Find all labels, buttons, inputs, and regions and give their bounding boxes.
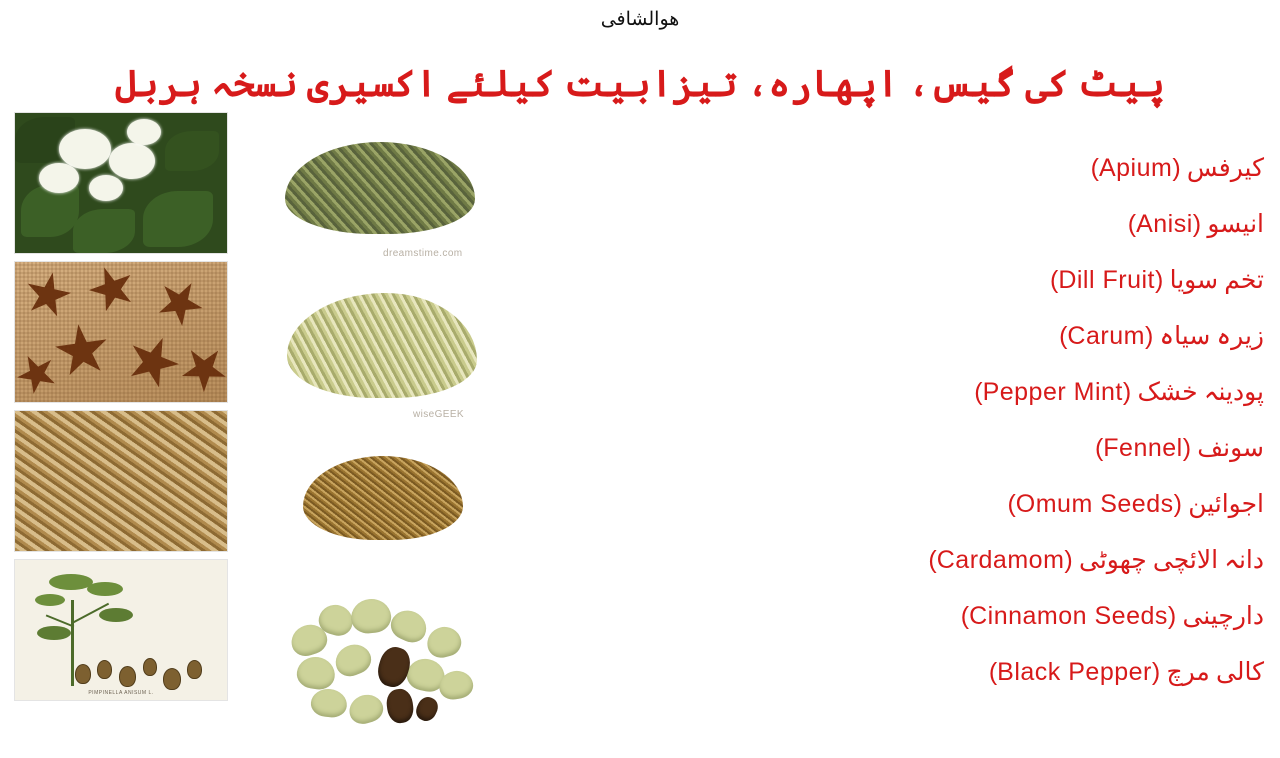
- star-anise-photo: [14, 261, 228, 403]
- ingredient-english: (Omum Seeds): [1007, 490, 1182, 518]
- list-item: [794, 588, 1264, 644]
- omum-seeds-photo: [265, 438, 495, 588]
- ingredient-urdu: پودینہ خشک: [1137, 379, 1264, 406]
- ingredient-english: (Apium): [1090, 154, 1181, 182]
- ingredient-english: (Pepper Mint): [974, 378, 1132, 406]
- ingredient-english: (Fennel): [1094, 434, 1192, 462]
- list-item: [794, 532, 1264, 588]
- left-image-column: [14, 112, 228, 708]
- list-item: [794, 196, 1264, 252]
- ingredient-urdu: کیرفس: [1186, 155, 1264, 182]
- ingredient-english: (Dill Fruit): [1050, 266, 1164, 294]
- page-subtitle: هوالشافی: [600, 9, 680, 30]
- list-item: [794, 420, 1264, 476]
- page-title: پیٹ کی گیس، اپھارہ، تیزابیت کیلئے اکسیری نسخہ ہربل: [115, 64, 1165, 105]
- dill-seeds-photo: [14, 410, 228, 552]
- ingredient-urdu: زیرہ سیاہ: [1159, 323, 1264, 350]
- ingredient-english: (Anisi): [1127, 210, 1202, 238]
- illustration-caption: PIMPINELLA ANISUM L.: [88, 690, 154, 696]
- list-item: [794, 364, 1264, 420]
- list-item: [794, 308, 1264, 364]
- ingredient-urdu: سونف: [1197, 435, 1264, 462]
- ingredient-urdu: دانہ الائچی چھوٹی: [1078, 547, 1264, 574]
- botanical-illustration-photo: [14, 559, 228, 701]
- ingredient-list: [794, 140, 1264, 700]
- ingredient-english: (Carum): [1059, 322, 1154, 350]
- ingredient-urdu: انیسو: [1207, 211, 1264, 238]
- cardamom-photo: [265, 593, 495, 753]
- ingredient-urdu: تخم سویا: [1169, 267, 1264, 294]
- list-item: [794, 252, 1264, 308]
- dried-mint-watermark: dreamstime.com: [383, 248, 463, 259]
- ingredient-urdu: اجوائین: [1188, 491, 1264, 518]
- list-item: [794, 644, 1264, 700]
- fennel-watermark: wiseGEEK: [413, 409, 464, 420]
- list-item: [794, 476, 1264, 532]
- middle-image-column: [265, 128, 495, 758]
- dried-mint-photo: [265, 128, 495, 278]
- ingredient-english: (Black Pepper): [988, 658, 1161, 686]
- ingredient-english: (Cinnamon Seeds): [960, 602, 1177, 630]
- fennel-seeds-photo: [265, 283, 495, 433]
- ingredient-urdu: کالی مرچ: [1166, 659, 1264, 686]
- list-item: [794, 140, 1264, 196]
- ingredient-english: (Cardamom): [928, 546, 1073, 574]
- ingredient-urdu: دارچینی: [1182, 603, 1264, 630]
- celery-plant-photo: [14, 112, 228, 254]
